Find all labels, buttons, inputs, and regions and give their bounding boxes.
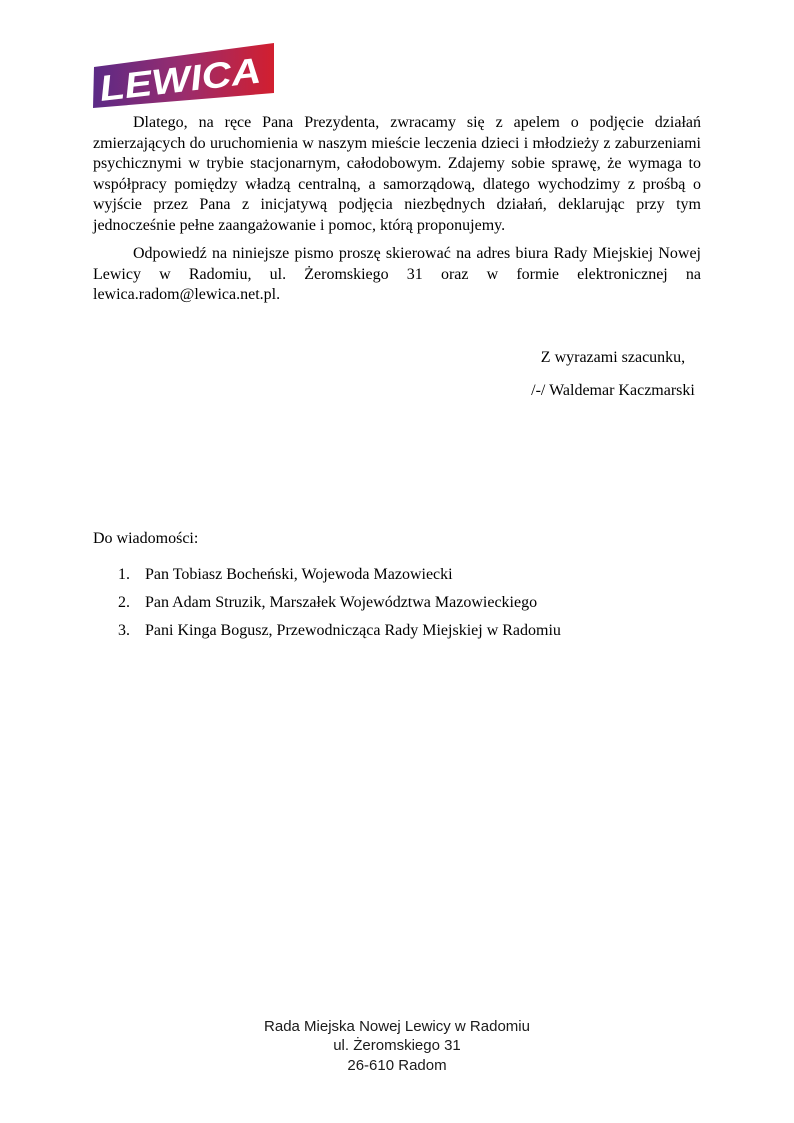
cc-list-item (93, 565, 701, 586)
lewica-logo-text: LEWICA (97, 51, 243, 109)
cc-list-item (93, 621, 701, 642)
cc-list (93, 565, 701, 642)
cc-item-text: Pan Tobiasz Bocheński, Wojewoda Mazowiecki (145, 566, 453, 583)
page-footer (0, 1017, 794, 1075)
cc-item-text: Pani Kinga Bogusz, Przewodnicząca Rady Miejskiej w Radomiu (145, 622, 561, 639)
cc-list-item (93, 593, 701, 614)
lewica-logo (91, 40, 281, 110)
signature-block (463, 348, 763, 402)
letter-paragraph-1: Dlatego, na ręce Pana Prezydenta, zwracamy się z apelem o podjęcie działań zmierzających do uruchomienia w naszym mieście leczenia dzieci i młodzieży z zaburzeniami psychicznymi w trybie stacjonarnym, całodobowym. Zdajemy sobie sprawę, że wymaga to współpracy pomiędzy władzą centralną, a samorządową, dlatego wychodzimy z prośbą o wyjście przez Pana z inicjatywą podjęcia niezbędnych działań, deklarując przy tym jednocześnie pełne zaangażowanie i pomoc, którą proponujemy. (93, 114, 701, 234)
cc-item-number: 2. (118, 594, 130, 611)
cc-item-number: 3. (118, 622, 130, 639)
cc-heading: Do wiadomości: (93, 529, 199, 547)
cc-item-number: 1. (118, 566, 130, 583)
footer-street: ul. Żeromskiego 31 (333, 1037, 461, 1055)
footer-org-name: Rada Miejska Nowej Lewicy w Radomiu (264, 1018, 530, 1035)
signer-name: /-/ Waldemar Kaczmarski (531, 382, 695, 399)
closing-line: Z wyrazami szacunku, (540, 348, 686, 366)
letter-paragraph-2: Odpowiedź na niniejsze pismo proszę skierować na adres biura Rady Miejskiej Nowej Lewicy w Radomiu, ul. Żeromskiego 31 oraz w formie elektronicznej na lewica.radom@lewica.net.pl. (93, 245, 701, 303)
cc-item-text: Pan Adam Struzik, Marszałek Województwa Mazowieckiego (145, 594, 538, 611)
footer-city: 26-610 Radom (347, 1056, 447, 1074)
